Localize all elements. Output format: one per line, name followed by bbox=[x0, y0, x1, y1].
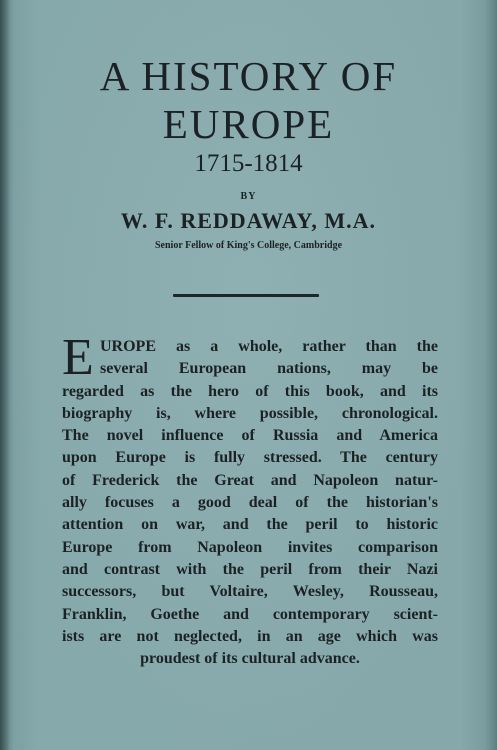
author-affiliation: Senior Fellow of King's College, Cambridge bbox=[154, 240, 343, 251]
blurb-line: of Frederick the Great and Napoleon natur- bbox=[62, 471, 438, 489]
blurb-line: biography is, where possible, chronological. bbox=[62, 404, 438, 422]
blurb-line: The novel influence of Russia and America bbox=[62, 427, 438, 445]
title-line-2: EUROPE bbox=[162, 101, 335, 147]
blurb-line: and contrast with the peril from their Nazi bbox=[62, 560, 438, 578]
title-line-1: A HISTORY OF bbox=[99, 53, 398, 99]
blurb-line: several European nations, may be bbox=[100, 360, 438, 378]
blurb-line: regarded as the hero of this book, and its bbox=[62, 382, 438, 400]
blurb-line: ists are not neglected, in an age which was bbox=[62, 627, 438, 645]
author-name: W. F. REDDAWAY, M.A. bbox=[120, 208, 377, 233]
blurb-line: proudest of its cultural advance. bbox=[140, 650, 360, 668]
blurb-line: Franklin, Goethe and contemporary scient- bbox=[62, 605, 438, 623]
blurb-line: Europe from Napoleon invites comparison bbox=[62, 538, 438, 556]
date-range: 1715-1814 bbox=[194, 150, 303, 177]
blurb-line: attention on war, and the peril to historic bbox=[62, 516, 438, 534]
blurb-line: ally focuses a good deal of the historian's bbox=[62, 494, 438, 512]
blurb-line: upon Europe is fully stressed. The century bbox=[62, 449, 438, 467]
blurb-text bbox=[62, 329, 438, 670]
blurb-line: UROPE as a whole, rather than the bbox=[100, 338, 438, 355]
drop-cap: E bbox=[62, 329, 94, 386]
blurb-line: successors, but Voltaire, Wesley, Rousseau, bbox=[62, 583, 438, 601]
divider-rule bbox=[173, 294, 319, 297]
by-label: BY bbox=[240, 191, 257, 202]
